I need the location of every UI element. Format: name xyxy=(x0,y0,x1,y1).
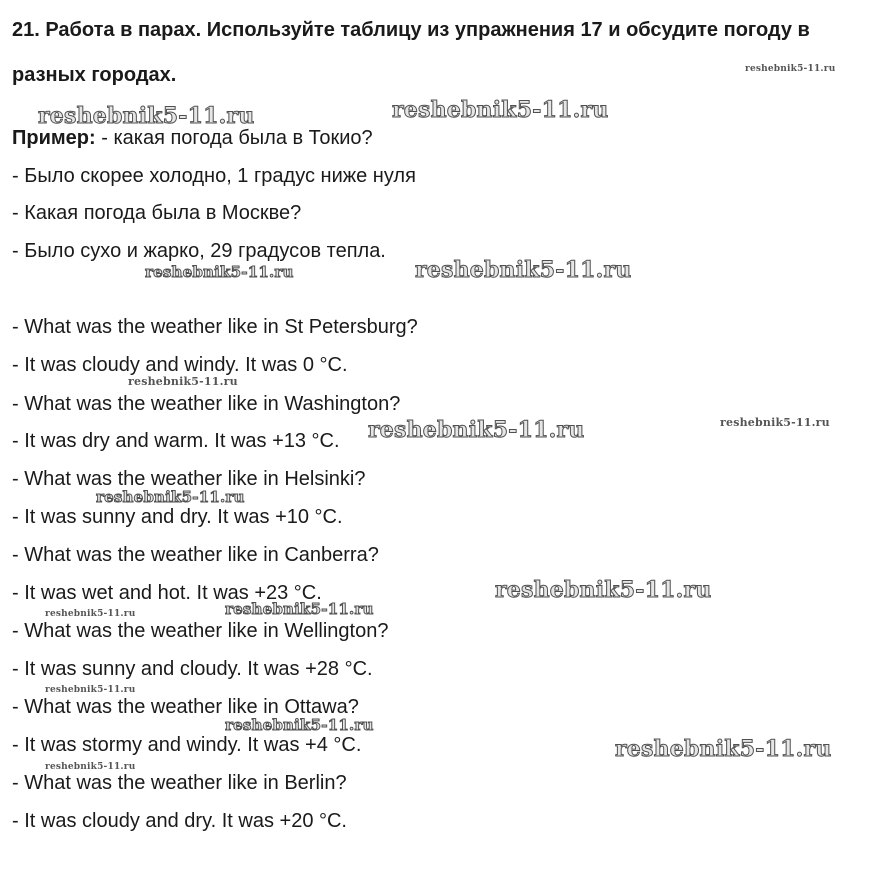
example-question-2: - Какая погода была в Москве? xyxy=(12,202,302,224)
watermark: reshebnik5-11.ru xyxy=(720,416,830,429)
dialogue-line: - It was dry and warm. It was +13 °C. xyxy=(12,430,340,452)
watermark: reshebnik5-11.ru xyxy=(38,103,255,129)
watermark: reshebnik5-11.ru xyxy=(45,762,136,772)
dialogue-line: - It was wet and hot. It was +23 °C. xyxy=(12,582,322,604)
dialogue-line: - It was sunny and dry. It was +10 °C. xyxy=(12,506,343,528)
example-answer-2: - Было сухо и жарко, 29 градусов тепла. xyxy=(12,240,386,262)
watermark: reshebnik5-11.ru xyxy=(615,736,832,762)
watermark: reshebnik5-11.ru xyxy=(225,600,374,618)
watermark: reshebnik5-11.ru xyxy=(96,488,245,506)
example-answer-1: - Было скорее холодно, 1 градус ниже нуля xyxy=(12,165,416,187)
watermark: reshebnik5-11.ru xyxy=(145,263,294,281)
dialogue-line: - What was the weather like in Helsinki? xyxy=(12,468,366,490)
dialogue-line: - It was sunny and cloudy. It was +28 °C. xyxy=(12,658,373,680)
watermark: reshebnik5-11.ru xyxy=(495,577,712,603)
watermark: reshebnik5-11.ru xyxy=(368,417,585,443)
dialogue-line: - It was cloudy and dry. It was +20 °C. xyxy=(12,810,347,832)
example-question-1-text: - какая погода была в Токио? xyxy=(95,127,373,149)
dialogue-line: - What was the weather like in Berlin? xyxy=(12,772,347,794)
watermark: reshebnik5-11.ru xyxy=(415,257,632,283)
dialogue-line: - What was the weather like in Wellington? xyxy=(12,620,389,642)
dialogue-line: - What was the weather like in Ottawa? xyxy=(12,696,359,718)
example-label: Пример: xyxy=(12,127,96,149)
watermark: reshebnik5-11.ru xyxy=(745,64,836,74)
watermark: reshebnik5-11.ru xyxy=(392,97,609,123)
dialogue-line: - What was the weather like in Washington? xyxy=(12,393,401,415)
dialogue-line: - It was cloudy and windy. It was 0 °C. xyxy=(12,354,348,376)
example-question-1 xyxy=(12,126,373,150)
watermark: reshebnik5-11.ru xyxy=(225,716,374,734)
exercise-heading: 21. Работа в парах. Используйте таблицу из упражнения 17 и обсудите погоду в разных городах. xyxy=(12,19,810,86)
dialogue-line: - What was the weather like in Canberra? xyxy=(12,544,379,566)
dialogue-line: - It was stormy and windy. It was +4 °C. xyxy=(12,734,362,756)
dialogue-line: - What was the weather like in St Petersburg? xyxy=(12,316,418,338)
watermark: reshebnik5-11.ru xyxy=(45,685,136,695)
watermark: reshebnik5-11.ru xyxy=(45,609,136,619)
watermark: reshebnik5-11.ru xyxy=(128,375,238,388)
